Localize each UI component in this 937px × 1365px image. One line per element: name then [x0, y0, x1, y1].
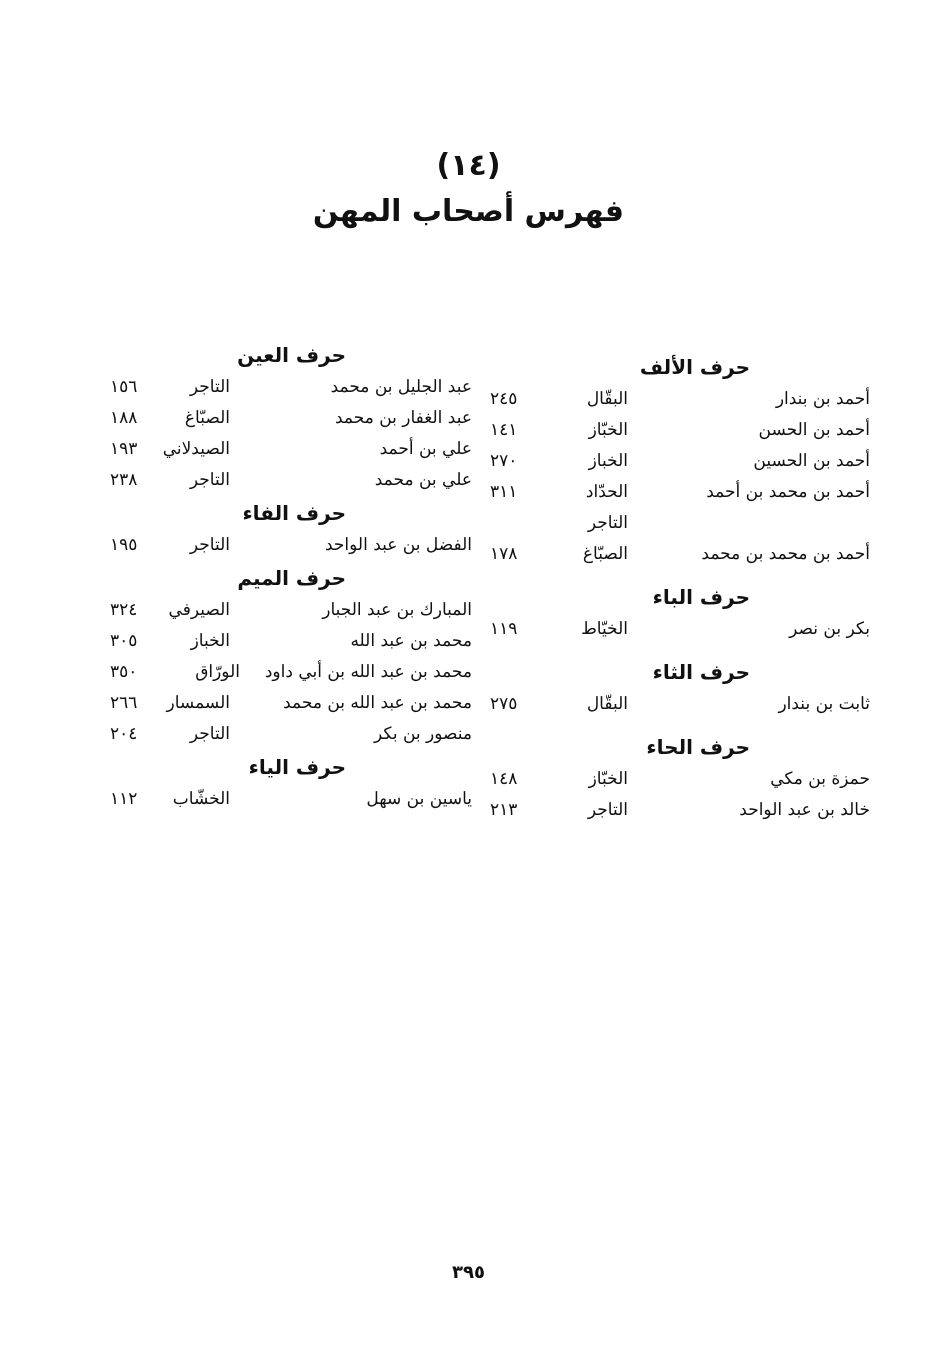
entry-name: علي بن أحمد [379, 439, 472, 459]
index-entry [490, 689, 870, 720]
entry-name: ياسين بن سهل [366, 789, 472, 809]
entry-trade: الصبّاغ [184, 408, 230, 428]
index-entry [110, 403, 472, 434]
index-column-left [110, 338, 472, 815]
entry-page: ٢٤٥ [490, 389, 518, 409]
index-entry [490, 415, 870, 446]
index-column-right [490, 338, 870, 826]
index-entry [110, 595, 472, 626]
entry-name: حمزة بن مكي [770, 769, 870, 789]
entry-page: ١٥٦ [110, 377, 138, 397]
entry-page: ١٨٨ [110, 408, 138, 428]
entry-name: أحمد بن بندار [775, 389, 870, 409]
entry-trade: الخشّاب [172, 789, 230, 809]
entry-name: أحمد بن الحسين [753, 451, 870, 471]
index-entry [490, 477, 870, 539]
entry-page: ١٩٣ [110, 439, 138, 459]
entry-trade: التاجر [189, 724, 230, 744]
entry-name: محمد بن عبد الله بن محمد [283, 693, 472, 713]
entry-trade: الخيّاط [581, 619, 628, 639]
index-entry [490, 764, 870, 795]
index-entry [110, 465, 472, 496]
entry-name: ثابت بن بندار [778, 694, 870, 714]
index-entry [110, 530, 472, 561]
entry-page: ٢٠٤ [110, 724, 138, 744]
index-entry [110, 688, 472, 719]
index-entry [490, 795, 870, 826]
entry-trade: البقّال [586, 694, 628, 714]
index-entry [110, 372, 472, 403]
entry-page: ١١٩ [490, 619, 518, 639]
index-entry [490, 539, 870, 570]
section-heading: حرف الثاء [652, 660, 750, 684]
index-entry [110, 719, 472, 750]
entry-trade: البقّال [586, 389, 628, 409]
entry-page: ٢٧٥ [490, 694, 518, 714]
index-entry [490, 384, 870, 415]
entry-page: ١٤٨ [490, 769, 518, 789]
entry-name: بكر بن نصر [789, 619, 870, 639]
index-entry [490, 446, 870, 477]
entry-trade: الحدّاد [585, 482, 628, 502]
page-title: فهرس أصحاب المهن [312, 194, 625, 229]
entry-trade: الورّاق [195, 662, 240, 682]
entry-name: عبد الغفار بن محمد [334, 408, 472, 428]
section-heading: حرف العين [237, 343, 346, 367]
entry-trade: الخباز [588, 451, 628, 471]
entry-page: ٢٦٦ [110, 693, 138, 713]
entry-page: ٢٧٠ [490, 451, 518, 471]
section-heading: حرف الفاء [242, 501, 346, 525]
entry-page: ٢٣٨ [110, 470, 138, 490]
entry-page: ١٧٨ [490, 544, 518, 564]
entry-name: الفضل بن عبد الواحد [324, 535, 472, 555]
index-entry [110, 434, 472, 465]
entry-trade: الصبّاغ [582, 544, 628, 564]
entry-page: ٢١٣ [490, 800, 518, 820]
entry-page: ١٩٥ [110, 535, 138, 555]
section-heading: حرف الحاء [646, 735, 750, 759]
entry-name: محمد بن عبد الله [350, 631, 472, 651]
entry-trade-secondary: التاجر [587, 513, 628, 533]
entry-page: ١٤١ [490, 420, 518, 440]
chapter-number: (١٤) [436, 148, 501, 183]
section-heading: حرف الباء [652, 585, 750, 609]
entry-page: ٣٥٠ [110, 662, 138, 682]
index-entry [110, 784, 472, 815]
entry-page: ٣٢٤ [110, 600, 138, 620]
index-entry [490, 614, 870, 645]
entry-trade: التاجر [189, 535, 230, 555]
entry-name: منصور بن بكر [374, 724, 472, 744]
entry-name: المبارك بن عبد الجبار [322, 600, 472, 620]
section-heading: حرف الياء [248, 755, 346, 779]
page-header [0, 148, 937, 234]
entry-trade: التاجر [189, 470, 230, 490]
entry-name: أحمد بن محمد بن محمد [701, 544, 870, 564]
entry-trade: التاجر [189, 377, 230, 397]
entry-name: أحمد بن الحسن [758, 420, 870, 440]
entry-trade: التاجر [587, 800, 628, 820]
entry-trade: السمسار [166, 693, 230, 713]
entry-page: ٣٠٥ [110, 631, 138, 651]
entry-name: أحمد بن محمد بن أحمد [706, 482, 870, 502]
section-heading: حرف الميم [237, 566, 346, 590]
entry-name: خالد بن عبد الواحد [739, 800, 870, 820]
index-entry [110, 657, 472, 688]
entry-trade: الخبّاز [588, 420, 628, 440]
entry-trade: الصيدلاني [162, 439, 230, 459]
page-number: ٣٩٥ [452, 1262, 485, 1283]
section-heading: حرف الألف [639, 355, 750, 379]
entry-page: ٣١١ [490, 482, 518, 502]
entry-name: محمد بن عبد الله بن أبي داود [264, 662, 472, 682]
entry-trade: الخبّاز [588, 769, 628, 789]
entry-trade: الصيرفي [168, 600, 230, 620]
index-entry [110, 626, 472, 657]
entry-name: علي بن محمد [374, 470, 472, 490]
entry-trade: الخباز [190, 631, 230, 651]
entry-name: عبد الجليل بن محمد [330, 377, 472, 397]
entry-page: ١١٢ [110, 789, 138, 809]
